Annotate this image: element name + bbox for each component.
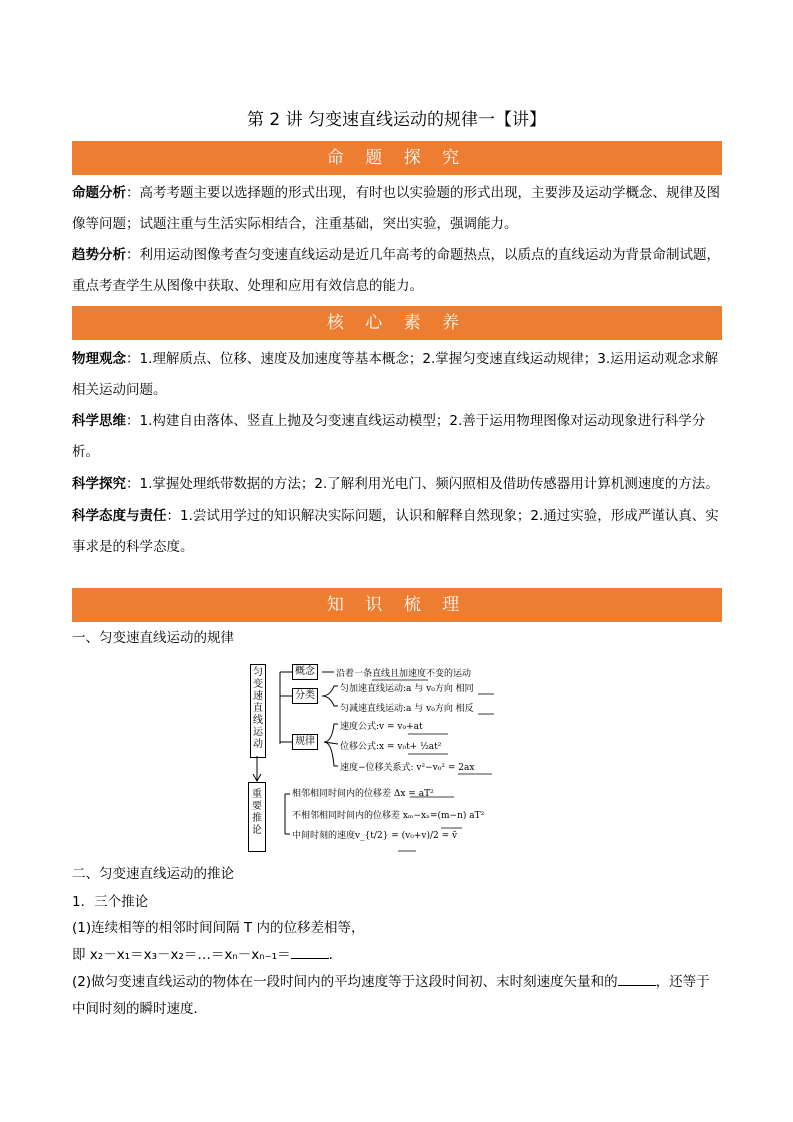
guilv-item-2: 位移公式:x = v₀t+ ½at² <box>340 742 442 752</box>
tuilun-p3-end: ，还等于 <box>655 974 710 990</box>
fill-blank-1 <box>291 946 329 959</box>
wuli-guannian-label: 物理观念 <box>72 351 126 367</box>
concept-diagram <box>250 656 510 856</box>
tuilun-p3-text: (2)做匀变速直线运动的物体在一段时间内的平均速度等于这段时间初、末时刻速度矢量和的 <box>72 974 618 990</box>
tuilun-p2-text: 即 x₂－x₁＝x₃－x₂＝…＝xₙ－xₙ₋₁＝ <box>72 947 291 963</box>
trend-analysis-text: ：利用运动图像考查匀变速直线运动是近几年高考的命题热点，以质点的直线运动为背景命制试题，重点考查学生从图像中获取、处理和应用有效信息的能力。 <box>72 247 720 294</box>
kexue-tanjiu-text: ：1.掌握处理纸带数据的方法；2.了解利用光电门、频闪照相及借助传感器用计算机测速度的方法。 <box>126 476 719 492</box>
root2-label: 重要推论 <box>252 789 262 836</box>
kexue-taidu-label: 科学态度与责任 <box>72 508 167 524</box>
tuilun-p2 <box>72 943 333 963</box>
page-title: 第 2 讲 匀变速直线运动的规律一【讲】 <box>246 110 547 130</box>
guilv-item-3: 速度−位移关系式: v²−v₀² = 2ax <box>340 763 475 773</box>
root-box <box>250 664 266 758</box>
guilv-item-1: 速度公式:v = v₀+at <box>340 722 423 732</box>
guilv-box: 规律 <box>292 734 318 750</box>
kexue-tanjiu-label: 科学探究 <box>72 476 126 492</box>
kexue-siwei-text: ：1.构建自由落体、竖直上抛及匀变速直线运动模型；2.善于运用物理图像对运动现象进行科学分析。 <box>72 413 706 460</box>
root2-box <box>248 782 266 852</box>
gainian-text: 沿着一条直线且加速度不变的运动 <box>336 669 472 679</box>
heading-tuilun: 二、匀变速直线运动的推论 <box>72 866 234 882</box>
wuli-guannian-text: ：1.理解质点、位移、速度及加速度等基本概念；2.掌握匀变速直线运动规律；3.运用运动观念求解相关运动问题。 <box>72 351 719 398</box>
wuli-guannian <box>72 344 724 406</box>
trend-analysis-label: 趋势分析 <box>72 247 126 263</box>
mingti-analysis <box>72 178 724 240</box>
tuilun-p2-end: . <box>328 947 333 963</box>
tuilun-item-1: 相邻相同时间内的位移差 Δx = aT² <box>292 789 434 799</box>
fill-blank-2 <box>618 973 656 986</box>
heading-san-ge-tuilun: 1．三个推论 <box>72 894 149 910</box>
tuilun-p3 <box>72 970 710 990</box>
kexue-tanjiu <box>72 469 724 500</box>
trend-analysis <box>72 240 724 302</box>
tuilun-p1: (1)连续相等的相邻时间间隔 T 内的位移差相等， <box>72 920 365 936</box>
tuilun-item-2: 不相邻相同时间内的位移差 xₘ−xₙ=(m−n) aT² <box>292 811 485 821</box>
root-label: 匀变速直线运动 <box>253 667 263 750</box>
kexue-siwei-label: 科学思维 <box>72 413 126 429</box>
fenlei-item-1: 匀加速直线运动:a 与 v₀方向 相同 <box>340 684 474 694</box>
tuilun-item-3: 中间时刻的速度v_{t/2} = (v₀+v)/2 = v̄ <box>292 831 458 841</box>
section-bar-mingti: 命 题 探 究 <box>72 141 722 175</box>
section-bar-suyang: 核 心 素 养 <box>72 306 722 340</box>
fenlei-item-2: 匀减速直线运动:a 与 v₀方向 相反 <box>340 704 474 714</box>
mingti-analysis-text: ：高考考题主要以选择题的形式出现，有时也以实验题的形式出现，主要涉及运动学概念、规律及图像等问题；试题注重与生活实际相结合，注重基础，突出实验，强调能力。 <box>72 185 720 232</box>
kexue-taidu-text: ：1.尝试用学过的知识解决实际问题，认识和解释自然现象；2.通过实验，形成严谨认真、实事求是的科学态度。 <box>72 508 719 555</box>
fenlei-box: 分类 <box>292 688 318 704</box>
tuilun-p4: 中间时刻的瞬时速度． <box>72 1001 207 1017</box>
heading-guilv: 一、匀变速直线运动的规律 <box>72 630 234 646</box>
kexue-siwei <box>72 406 724 468</box>
mingti-analysis-label: 命题分析 <box>72 185 126 201</box>
gainian-box: 概念 <box>292 664 318 680</box>
section-bar-zhishi: 知 识 梳 理 <box>72 588 722 622</box>
kexue-taidu <box>72 501 724 563</box>
